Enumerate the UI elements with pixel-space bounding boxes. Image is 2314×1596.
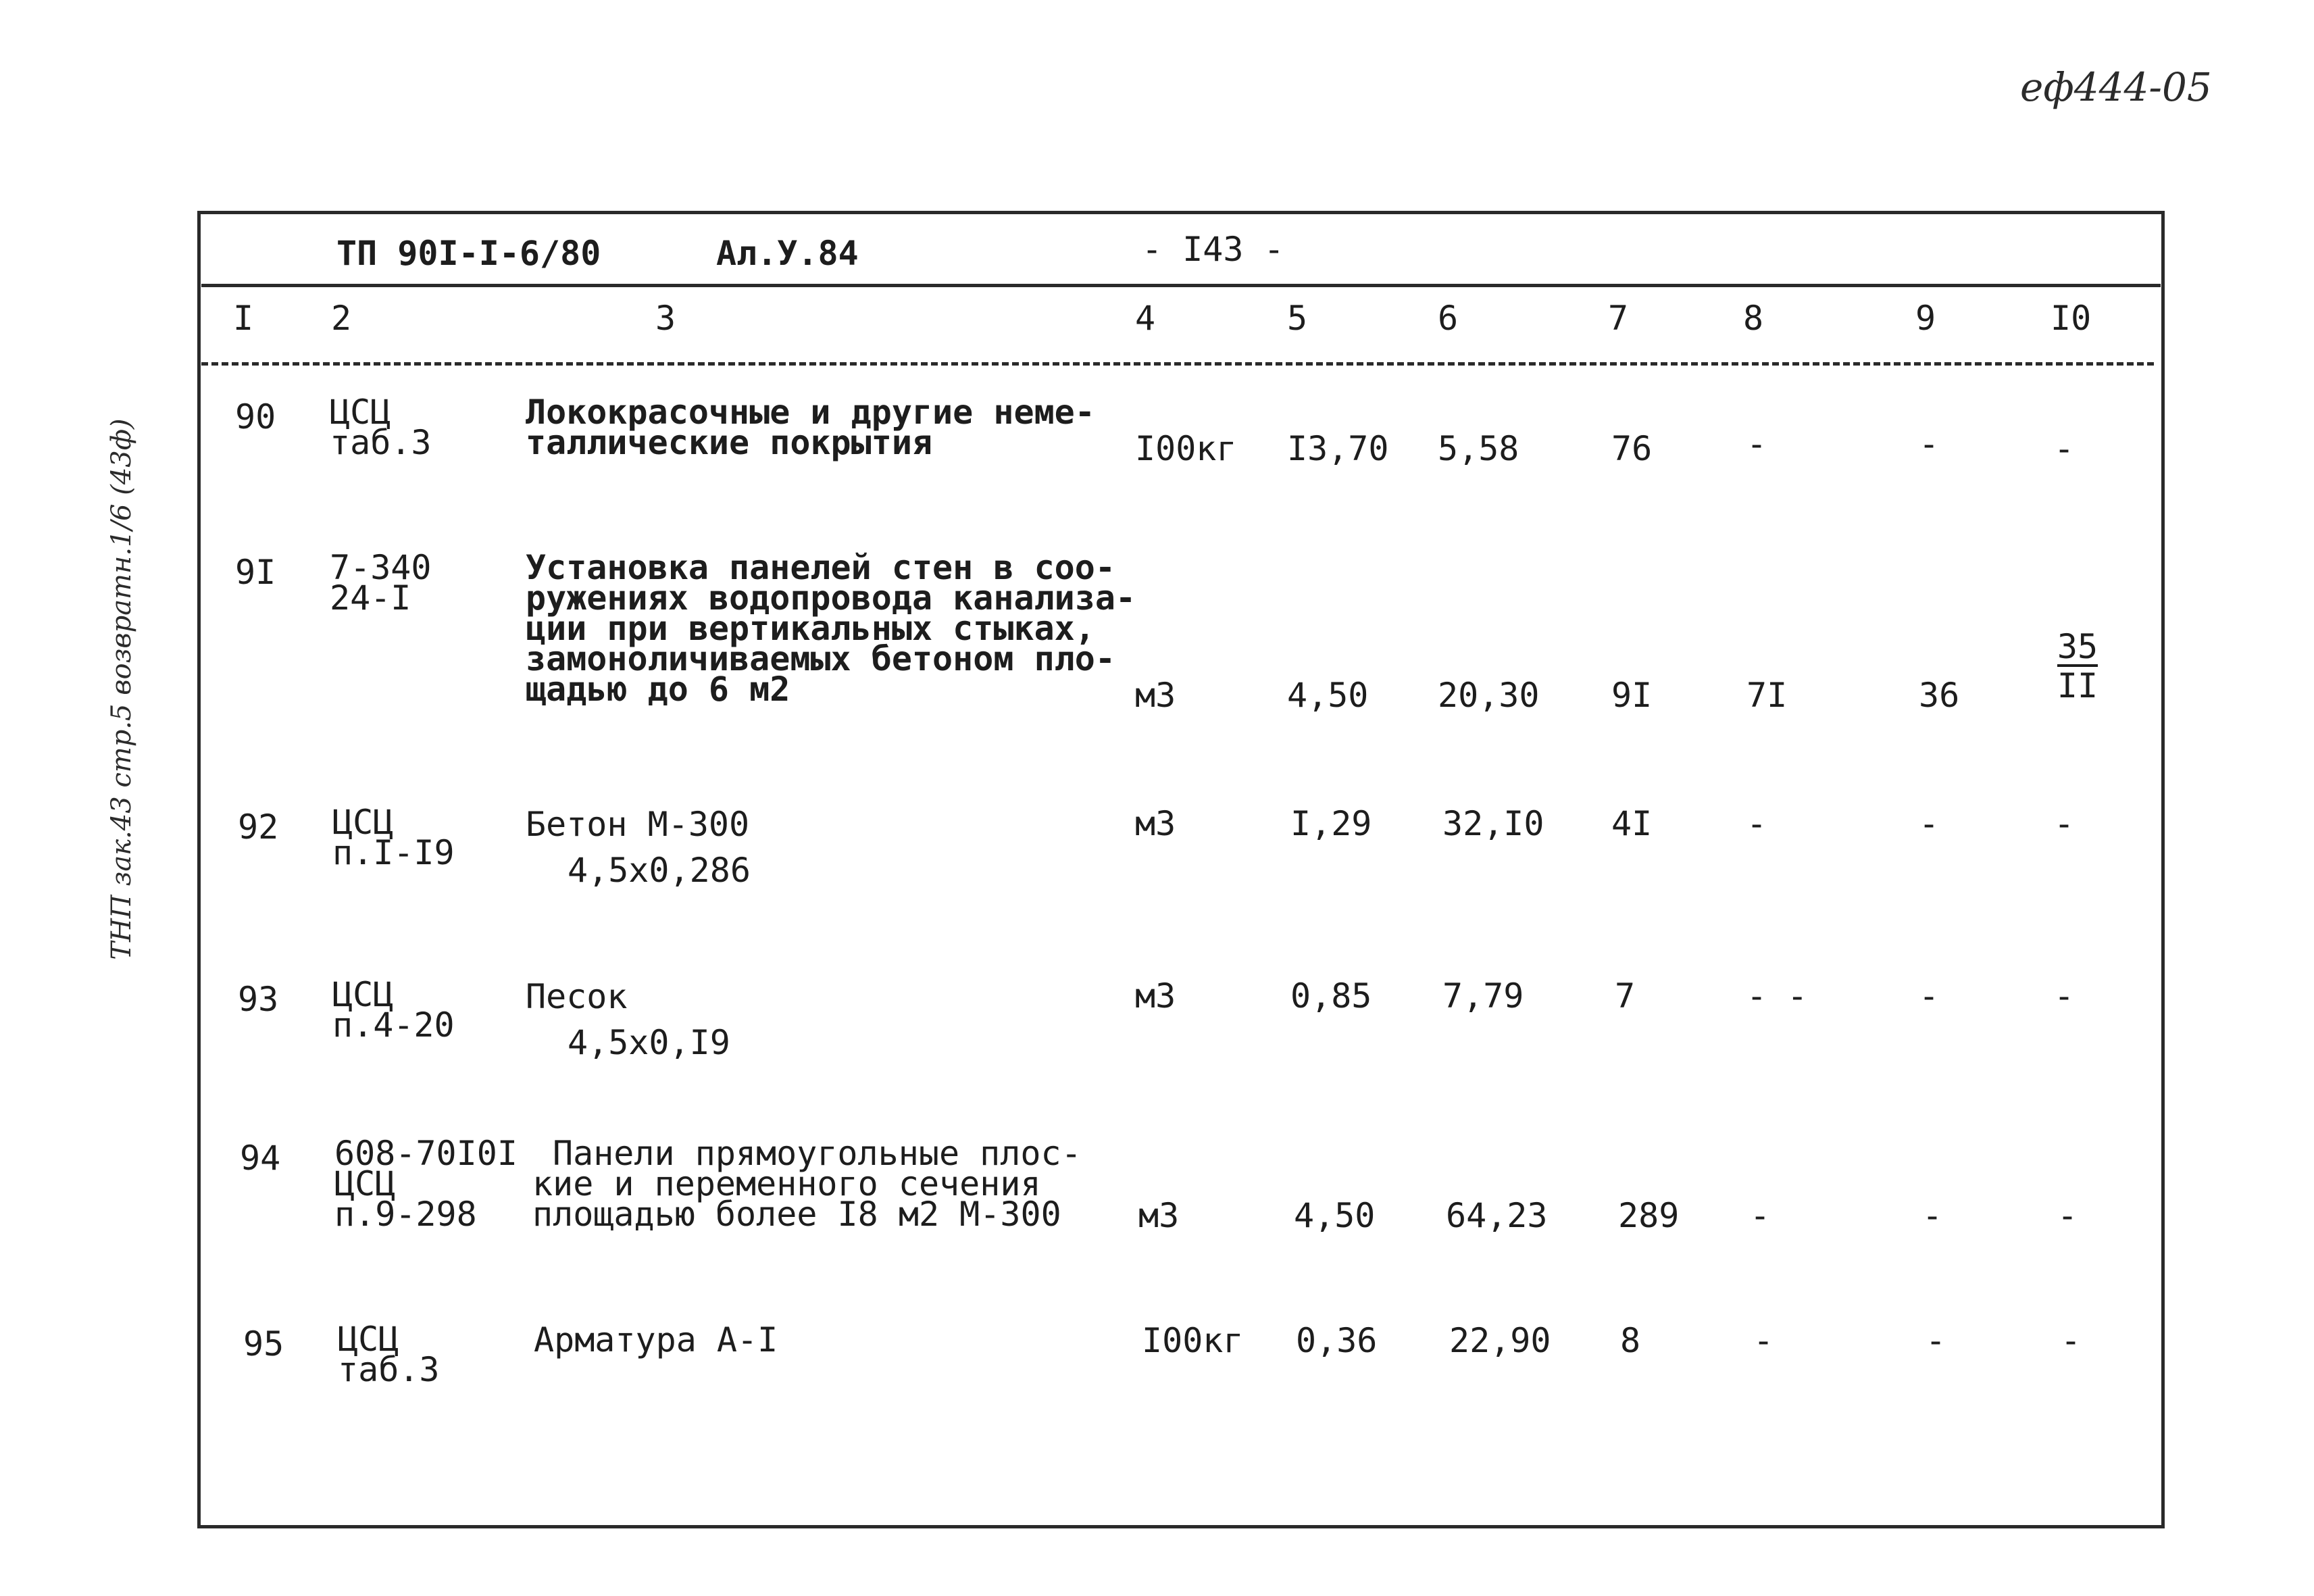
archive-mark: еф444-05 (2020, 64, 2212, 110)
unit-price-cell: 5,58 (1438, 429, 1519, 468)
description-line: Лoкoкрасочные и другие неме- (526, 393, 1095, 432)
col8-cell: - (1750, 1196, 1771, 1235)
col9-cell: - (1919, 424, 1940, 464)
unit-price-cell: 20,30 (1438, 676, 1540, 715)
column-header: I (233, 299, 254, 338)
unit-cell: I00кг (1135, 429, 1237, 468)
row-description (526, 977, 730, 1062)
column-header: 2 (331, 299, 352, 338)
row-description (526, 548, 1136, 709)
row-number: 92 (238, 807, 279, 847)
description-line: замоноличиваемых бетоном пло- (526, 639, 1115, 678)
unit-cell: I00кг (1142, 1321, 1244, 1360)
code-line: п.4-20 (332, 1005, 455, 1045)
row-number: 94 (240, 1139, 281, 1178)
column-header: 8 (1743, 299, 1764, 338)
quantity-cell: I,29 (1290, 804, 1372, 843)
column-header: 6 (1438, 299, 1459, 338)
row-code (330, 548, 432, 618)
quantity-cell: 4,50 (1287, 676, 1369, 715)
col10-cell: - (2057, 1196, 2078, 1235)
col10-cell: - (2061, 1321, 2082, 1360)
row-number: 93 (238, 980, 279, 1019)
unit-cell: м3 (1135, 804, 1176, 843)
col8-cell: - - (1746, 976, 1808, 1016)
code-line: 24-I (330, 578, 411, 618)
code-line: 7-340 (330, 548, 432, 587)
description-line: Панели прямоугольные плос- (553, 1134, 1082, 1173)
col8-cell: - (1746, 804, 1767, 843)
total-cell: 4I (1611, 804, 1653, 843)
row-description (532, 1134, 1082, 1234)
column-header: 9 (1915, 299, 1936, 338)
description-line: кие и переменного сечения (532, 1164, 1041, 1203)
column-header: 7 (1608, 299, 1629, 338)
unit-price-cell: 64,23 (1446, 1196, 1548, 1235)
description-line: 4,5х0,I9 (568, 1023, 730, 1062)
row-number: 90 (235, 397, 276, 437)
col8-cell: - (1746, 424, 1767, 464)
description-line: ции при вертикальных стыках, (526, 609, 1095, 648)
code-line: п.I-I9 (332, 833, 455, 872)
unit-price-cell: 22,90 (1449, 1321, 1551, 1360)
total-cell: 7 (1615, 976, 1636, 1016)
quantity-cell: 4,50 (1294, 1196, 1376, 1235)
row-description (526, 393, 1095, 462)
description-line: Арматура А-I (534, 1320, 778, 1360)
column-header: 3 (655, 299, 676, 338)
col9-cell: - (1922, 1196, 1943, 1235)
col9-cell: - (1919, 976, 1940, 1016)
code-line: таб.3 (330, 423, 432, 462)
album-number: Ал.У.84 (716, 234, 859, 273)
unit-price-cell: 32,I0 (1442, 804, 1544, 843)
row-code (332, 803, 455, 872)
col10-fraction (2051, 627, 2105, 705)
code-line: п.9-298 (334, 1195, 477, 1234)
code-line: 608-70I0I (334, 1134, 518, 1173)
page-number: - I43 - (1142, 230, 1284, 269)
col10-cell: - (2054, 976, 2075, 1016)
row-description (526, 805, 751, 890)
quantity-cell: 0,85 (1290, 976, 1372, 1016)
total-cell: 289 (1618, 1196, 1680, 1235)
row-code (332, 975, 455, 1045)
column-header-divider (201, 362, 2154, 366)
unit-price-cell: 7,79 (1442, 976, 1524, 1016)
col8-cell: - (1753, 1321, 1774, 1360)
row-code (330, 393, 432, 462)
col9-cell: 36 (1919, 676, 1960, 715)
side-stamp-note: ТНП зак.43 стр.5 возвратн.1/6 (43ф) (106, 418, 137, 960)
code-line: ЦСЦ (332, 975, 394, 1014)
code-line: ЦСЦ (332, 803, 394, 842)
col9-cell: - (1926, 1321, 1946, 1360)
row-description (534, 1320, 778, 1360)
row-number: 95 (243, 1324, 284, 1364)
row-number: 9I (235, 553, 276, 592)
description-line: Бетон М-300 (526, 805, 750, 844)
quantity-cell: 0,36 (1296, 1321, 1378, 1360)
total-cell: 9I (1611, 676, 1653, 715)
description-line: 4,5х0,286 (568, 851, 751, 890)
col8-cell: 7I (1746, 676, 1788, 715)
description-line: таллические покрытия (526, 423, 933, 462)
unit-cell: м3 (1138, 1196, 1180, 1235)
description-line: Песок (526, 977, 628, 1016)
column-header: 4 (1135, 299, 1156, 338)
unit-cell: м3 (1135, 976, 1176, 1016)
description-line: ружениях водопровода канализа- (526, 578, 1136, 618)
header-divider (201, 284, 2161, 287)
code-line: таб.3 (338, 1350, 440, 1389)
code-line: ЦСЦ (330, 393, 391, 432)
code-line: ЦСЦ (334, 1164, 396, 1203)
col10-cell: - (2054, 804, 2075, 843)
total-cell: 76 (1611, 429, 1653, 468)
column-header: 5 (1287, 299, 1308, 338)
row-code (334, 1134, 518, 1234)
quantity-cell: I3,70 (1287, 429, 1389, 468)
col9-cell: - (1919, 804, 1940, 843)
row-code (338, 1320, 440, 1389)
fraction-denominator: II (2057, 666, 2098, 705)
col10-cell: - (2054, 429, 2075, 468)
unit-cell: м3 (1135, 676, 1176, 715)
description-line: Установка панелей стен в соо- (526, 548, 1115, 587)
total-cell: 8 (1620, 1321, 1641, 1360)
description-line: щадью до 6 м2 (526, 670, 790, 709)
project-code: ТП 90I-I-6/80 (336, 234, 601, 273)
description-line: площадью более I8 м2 М-300 (532, 1195, 1061, 1234)
code-line: ЦСЦ (338, 1320, 399, 1359)
fraction-numerator: 35 (2057, 627, 2098, 666)
column-header: I0 (2051, 299, 2092, 338)
